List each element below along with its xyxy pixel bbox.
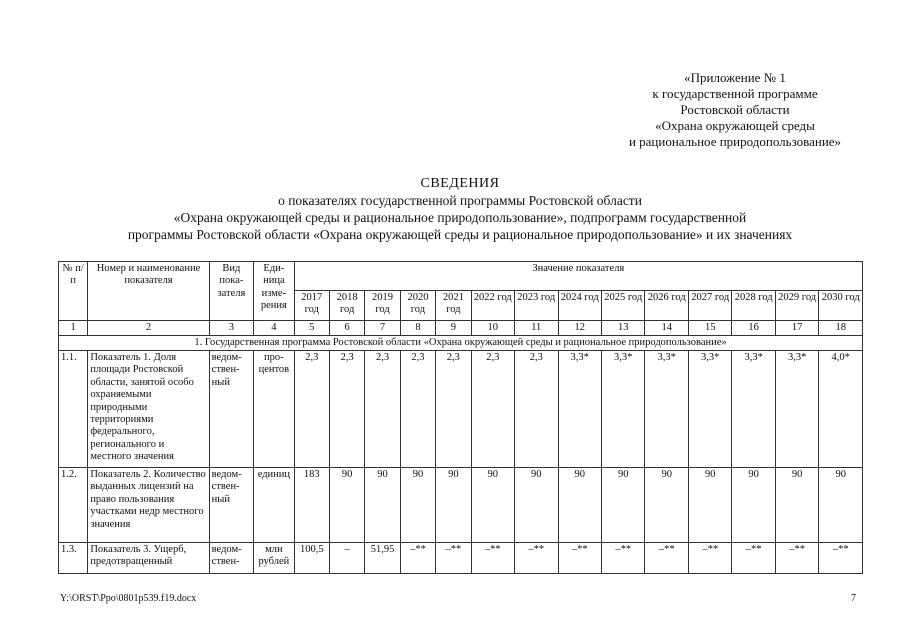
row-num-cell: 1.1. xyxy=(59,351,88,468)
row-value-cell: 2,3 xyxy=(471,351,514,468)
row-value-cell: 90 xyxy=(329,468,364,543)
header-year-cell: 2025 год xyxy=(601,291,644,321)
table-header-row xyxy=(59,262,863,291)
header-year-cell: 2022 год xyxy=(471,291,514,321)
column-number-cell: 5 xyxy=(294,321,329,336)
footer-file-path: Y:\ORST\Ppo\0801p539.f19.docx xyxy=(60,593,197,604)
header-num: № п/п xyxy=(59,262,88,321)
row-type-cell: ведом-ствен-ный xyxy=(209,351,253,468)
appendix-block xyxy=(600,70,870,150)
header-name: Номер и наименование показателя xyxy=(88,262,209,321)
document-title: СВЕДЕНИЯ xyxy=(420,176,500,191)
column-number-cell: 17 xyxy=(775,321,818,336)
row-num-cell: 1.3. xyxy=(59,543,88,574)
row-value-cell: 2,3 xyxy=(294,351,329,468)
row-value-cell: 90 xyxy=(515,468,558,543)
row-value-cell: 90 xyxy=(775,468,818,543)
header-year-cell: 2027 год xyxy=(688,291,731,321)
appendix-line: «Охрана окружающей среды xyxy=(655,118,815,133)
row-value-cell: 3,3* xyxy=(775,351,818,468)
row-unit-cell: млн рублей xyxy=(254,543,294,574)
header-year-cell: 2028 год xyxy=(732,291,775,321)
header-year-cell: 2030 год xyxy=(819,291,863,321)
row-value-cell: –** xyxy=(601,543,644,574)
header-year-cell: 2017 год xyxy=(294,291,329,321)
table-row xyxy=(59,543,863,574)
row-value-cell: 90 xyxy=(558,468,601,543)
row-value-cell: 90 xyxy=(400,468,435,543)
row-value-cell: 90 xyxy=(471,468,514,543)
row-value-cell: 2,3 xyxy=(515,351,558,468)
row-name-cell: Показатель 1. Доля площади Ростовской области, занятой особо охраняемыми природными территориями федерального, регионального и местного значения xyxy=(88,351,209,468)
column-number-cell: 6 xyxy=(329,321,364,336)
row-num-cell: 1.2. xyxy=(59,468,88,543)
row-value-cell: –** xyxy=(515,543,558,574)
row-value-cell: –** xyxy=(688,543,731,574)
row-name-cell: Показатель 3. Ущерб, предотвращенный xyxy=(88,543,209,574)
row-value-cell: 183 xyxy=(294,468,329,543)
table-section-row xyxy=(59,336,863,351)
header-year-cell: 2019 год xyxy=(365,291,400,321)
row-value-cell: 51,95 xyxy=(365,543,400,574)
row-value-cell: 90 xyxy=(688,468,731,543)
column-number-cell: 9 xyxy=(436,321,471,336)
row-type-cell: ведом-ствен- xyxy=(209,543,253,574)
row-value-cell: 90 xyxy=(819,468,863,543)
column-number-cell: 8 xyxy=(400,321,435,336)
appendix-line: Ростовской области xyxy=(680,102,790,117)
document-heading xyxy=(40,175,880,243)
header-unit: Еди-ница изме-рения xyxy=(254,262,294,321)
row-value-cell: –** xyxy=(819,543,863,574)
column-number-cell: 10 xyxy=(471,321,514,336)
header-year-cell: 2020 год xyxy=(400,291,435,321)
header-type: Вид пока-зателя xyxy=(209,262,253,321)
row-value-cell: 3,3* xyxy=(732,351,775,468)
row-value-cell: 90 xyxy=(601,468,644,543)
column-number-cell: 18 xyxy=(819,321,863,336)
header-year-cell: 2029 год xyxy=(775,291,818,321)
row-value-cell: –** xyxy=(645,543,688,574)
row-value-cell: 2,3 xyxy=(400,351,435,468)
column-number-cell: 15 xyxy=(688,321,731,336)
column-number-cell: 7 xyxy=(365,321,400,336)
table-column-numbers-row xyxy=(59,321,863,336)
row-value-cell: 90 xyxy=(732,468,775,543)
row-value-cell: –** xyxy=(436,543,471,574)
row-unit-cell: единиц xyxy=(254,468,294,543)
row-value-cell: –** xyxy=(732,543,775,574)
row-value-cell: 3,3* xyxy=(601,351,644,468)
heading-line: о показателях государственной программы Ростовской области xyxy=(278,193,642,208)
column-number-cell: 14 xyxy=(645,321,688,336)
row-value-cell: –** xyxy=(775,543,818,574)
row-name-cell: Показатель 2. Количество выданных лицензий на право пользования участками недр местного значения xyxy=(88,468,209,543)
row-value-cell: 100,5 xyxy=(294,543,329,574)
row-value-cell: 2,3 xyxy=(436,351,471,468)
column-number-cell: 1 xyxy=(59,321,88,336)
heading-line: программы Ростовской области «Охрана окружающей среды и рациональное природопользование» и их значениях xyxy=(127,227,793,242)
appendix-line: и рациональное природопользование» xyxy=(628,134,842,149)
appendix-line: к государственной программе xyxy=(652,86,818,101)
column-number-cell: 16 xyxy=(732,321,775,336)
column-number-cell: 4 xyxy=(254,321,294,336)
row-value-cell: –** xyxy=(400,543,435,574)
heading-line: «Охрана окружающей среды и рациональное природопользование», подпрограмм государственной xyxy=(173,210,747,225)
appendix-line: «Приложение № 1 xyxy=(684,70,786,85)
row-value-cell: 90 xyxy=(645,468,688,543)
row-value-cell: 2,3 xyxy=(365,351,400,468)
row-type-cell: ведом-ствен-ный xyxy=(209,468,253,543)
header-year-cell: 2024 год xyxy=(558,291,601,321)
footer-page-number: 7 xyxy=(851,593,856,604)
column-number-cell: 2 xyxy=(88,321,209,336)
row-value-cell: 3,3* xyxy=(645,351,688,468)
table-row xyxy=(59,351,863,468)
header-values-group: Значение показателя xyxy=(294,262,862,291)
row-value-cell: –** xyxy=(558,543,601,574)
indicators-table xyxy=(58,261,863,574)
header-year-cell: 2021 год xyxy=(436,291,471,321)
section-title: 1. Государственная программа Ростовской области «Охрана окружающей среды и рациональное природопользование» xyxy=(59,336,863,351)
header-year-cell: 2026 год xyxy=(645,291,688,321)
column-number-cell: 12 xyxy=(558,321,601,336)
row-unit-cell: про-центов xyxy=(254,351,294,468)
row-value-cell: 90 xyxy=(436,468,471,543)
column-number-cell: 11 xyxy=(515,321,558,336)
row-value-cell: 3,3* xyxy=(688,351,731,468)
row-value-cell: 3,3* xyxy=(558,351,601,468)
row-value-cell: 2,3 xyxy=(329,351,364,468)
header-year-cell: 2023 год xyxy=(515,291,558,321)
row-value-cell: –** xyxy=(471,543,514,574)
row-value-cell: 90 xyxy=(365,468,400,543)
column-number-cell: 3 xyxy=(209,321,253,336)
row-value-cell: – xyxy=(329,543,364,574)
column-number-cell: 13 xyxy=(601,321,644,336)
row-value-cell: 4,0* xyxy=(819,351,863,468)
header-year-cell: 2018 год xyxy=(329,291,364,321)
table-row xyxy=(59,468,863,543)
